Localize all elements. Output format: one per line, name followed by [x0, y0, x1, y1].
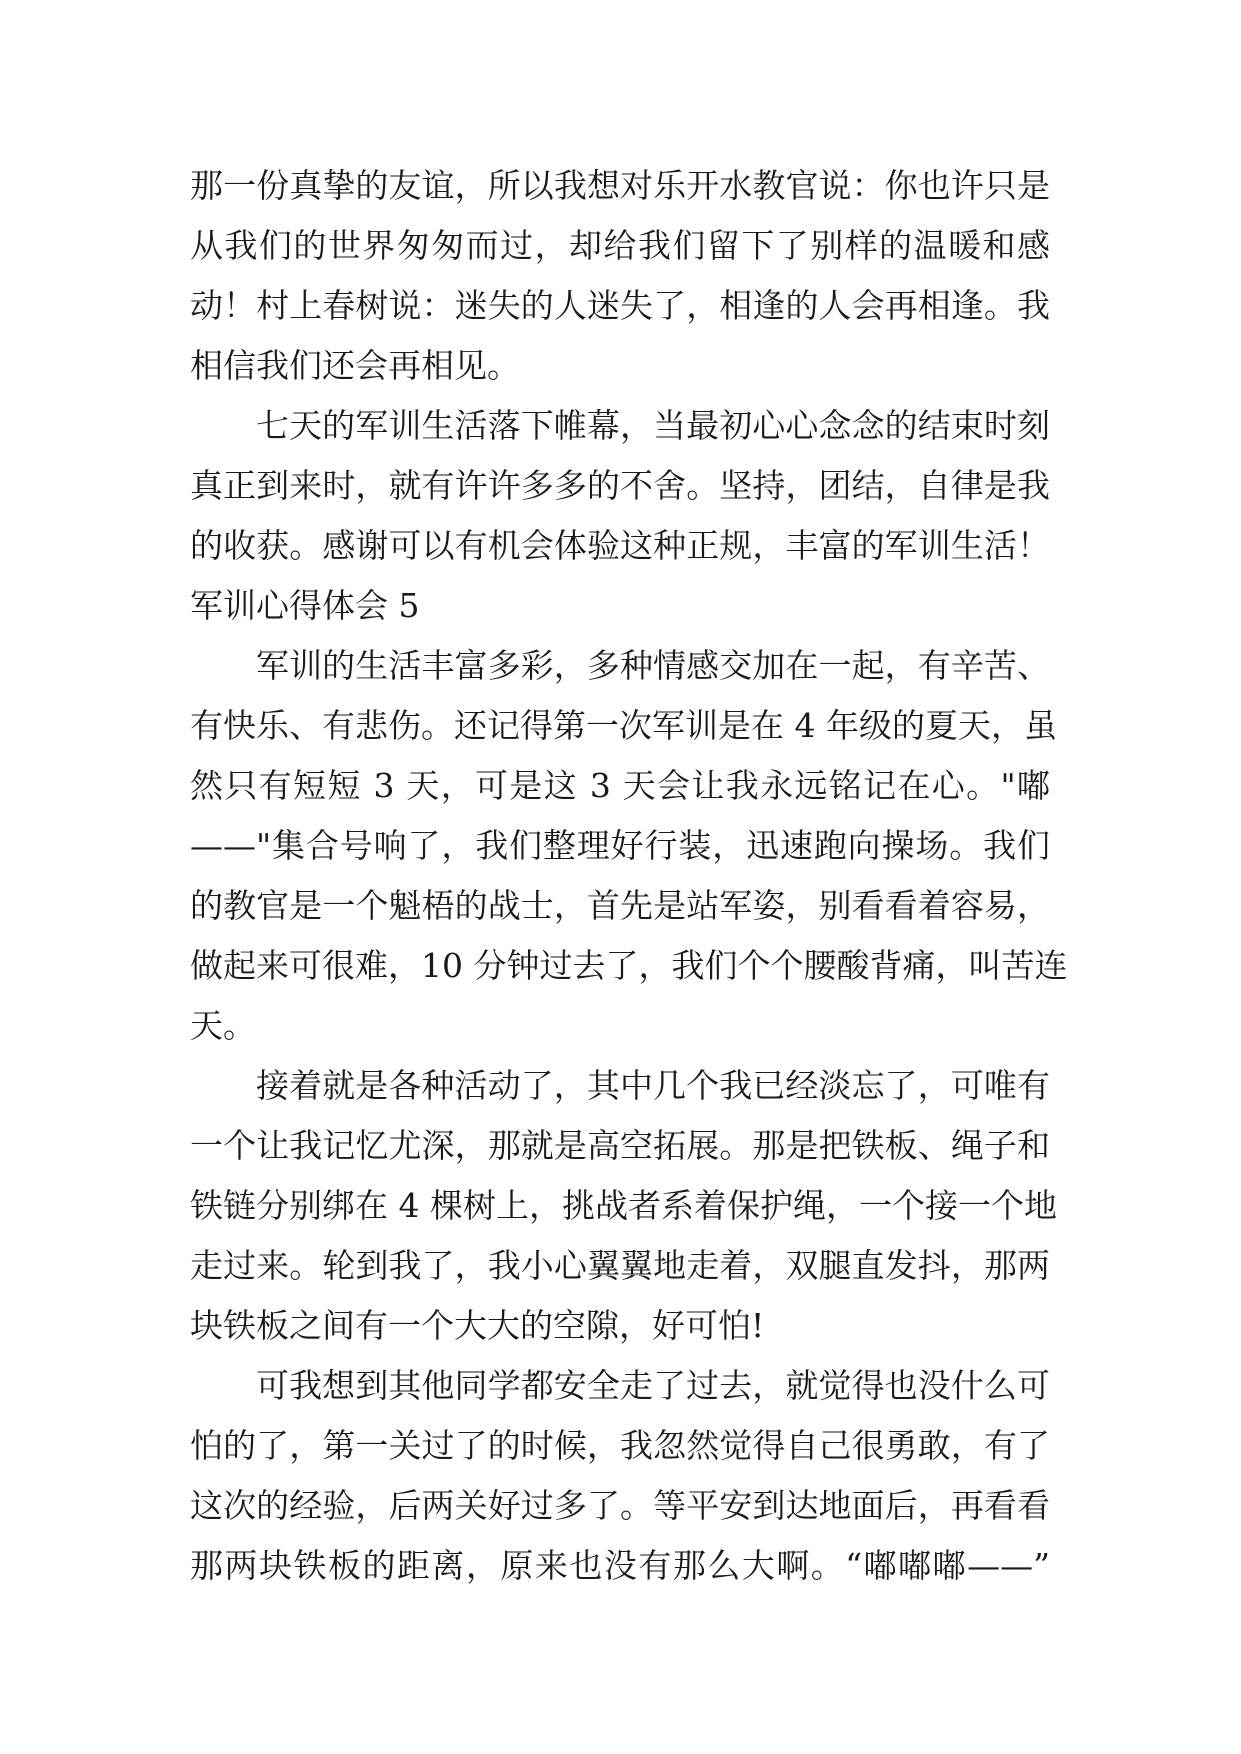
text-line: 动！村上春树说：迷失的人迷失了，相逢的人会再相逢。我: [190, 286, 1050, 325]
paragraph: [190, 1056, 1057, 1356]
paragraph: [190, 1356, 1050, 1596]
paragraph: [190, 396, 1050, 576]
text-line: 这次的经验，后两关好过多了。等平安到达地面后，再看看: [190, 1486, 1050, 1525]
text-line: 从我们的世界匆匆而过，却给我们留下了别样的温暖和感: [190, 226, 1050, 265]
text-line: 的收获。感谢可以有机会体验这种正规，丰富的军训生活！: [190, 526, 1050, 565]
text-line: 一个让我记忆尤深，那就是高空拓展。那是把铁板、绳子和: [190, 1126, 1050, 1165]
paragraph: [190, 156, 1050, 396]
section-heading: [190, 576, 1050, 636]
text-line: 天。: [190, 1006, 256, 1045]
text-line: 块铁板之间有一个大大的空隙，好可怕!: [190, 1306, 765, 1345]
text-line: 的教官是一个魁梧的战士，首先是站军姿，别看看着容易，: [190, 886, 1050, 925]
text-line: 那两块铁板的距离，原来也没有那么大啊。“嘟嘟嘟——”: [190, 1546, 1050, 1585]
text-line: 做起来可很难，10 分钟过去了，我们个个腰酸背痛，叫苦连: [190, 946, 1068, 985]
text-line: 真正到来时，就有许许多多的不舍。坚持，团结，自律是我: [190, 466, 1050, 505]
text-line: 然只有短短 3 天，可是这 3 天会让我永远铭记在心。"嘟: [190, 766, 1050, 805]
text-line: 七天的军训生活落下帷幕，当最初心心念念的结束时刻: [256, 406, 1050, 445]
text-line: 接着就是各种活动了，其中几个我已经淡忘了，可唯有: [256, 1066, 1050, 1105]
text-line: 怕的了，第一关过了的时候，我忽然觉得自己很勇敢，有了: [190, 1426, 1050, 1465]
text-line: 相信我们还会再相见。: [190, 346, 520, 385]
document-body: [190, 156, 1068, 1596]
text-line: 走过来。轮到我了，我小心翼翼地走着，双腿直发抖，那两: [190, 1246, 1050, 1285]
paragraph: [190, 636, 1068, 1056]
text-line: ——"集合号响了，我们整理好行装，迅速跑向操场。我们: [190, 826, 1050, 865]
text-line: 军训的生活丰富多彩，多种情感交加在一起，有辛苦、: [256, 646, 1050, 685]
section-heading-text: 军训心得体会 5: [190, 586, 420, 625]
text-line: 那一份真挚的友谊，所以我想对乐开水教官说：你也许只是: [190, 166, 1050, 205]
text-line: 有快乐、有悲伤。还记得第一次军训是在 4 年级的夏天，虽: [190, 706, 1057, 745]
text-line: 铁链分别绑在 4 棵树上，挑战者系着保护绳，一个接一个地: [190, 1186, 1057, 1225]
text-line: 可我想到其他同学都安全走了过去，就觉得也没什么可: [256, 1366, 1050, 1405]
